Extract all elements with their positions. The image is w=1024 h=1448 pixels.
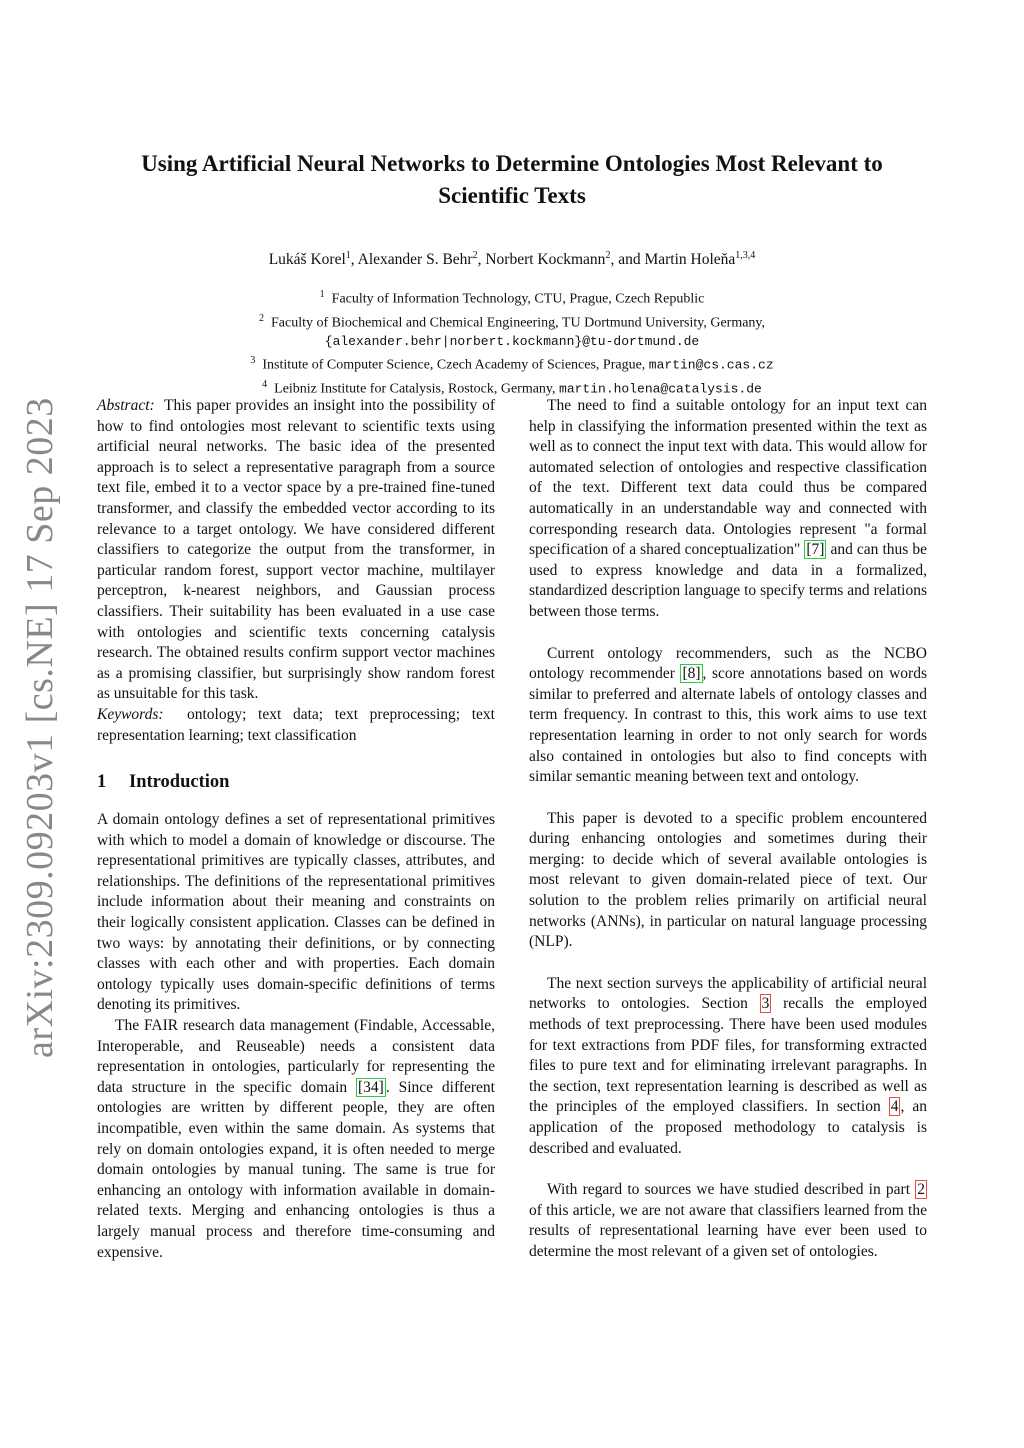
arxiv-watermark: arXiv:2309.09203v1 [cs.NE] 17 Sep 2023: [19, 397, 61, 1058]
affiliations: [100, 285, 924, 399]
citation-link[interactable]: [7]: [806, 541, 825, 559]
affiliation-3: $^3$ Institute of Computer Science, Czech Academy of Sciences, Prague, martin@cs.cas.cz: [250, 355, 774, 373]
section-ref-link[interactable]: 3: [761, 995, 770, 1013]
author-name: Lukáš Korel: [268, 251, 346, 269]
email-link[interactable]: {alexander.behr|norbert.kockmann}@tu-dortmund.de: [324, 334, 700, 350]
abstract: [97, 396, 495, 705]
affiliation-1: $^1$ Faculty of Information Technology, CTU, Prague, Czech Republic: [319, 289, 705, 307]
author-name: Norbert Kockmann: [485, 251, 606, 269]
affiliation-2-email: [100, 332, 924, 351]
section-title: Introduction: [129, 772, 230, 793]
abstract-label: Abstract:: [97, 397, 155, 414]
keywords-label: Keywords:: [97, 705, 164, 723]
author-sup: 2: [605, 250, 611, 261]
author-name: Martin Holeňa: [644, 251, 736, 269]
abstract-text: This paper provides an insight into the possibility of how to find ontologies most relevant to scientific texts using artificial neural networks. The basic idea of the presented approach is to select a representative paragraph from a source text file, embed it to a vector space by a pre-trained fine-tuned transformer, and classify the embedded vector according to its relevance to a target ontology. We have considered different classifiers to categorize the output from the transformer, in particular random forest, support vector machine, multilayer perceptron, k-nearest neighbors, and Gaussian process classifiers. Their suitability has been evaluated in a use case with ontologies and scientific texts concerning catalysis research. The obtained results confirm support vector machines as a promising classifier, but surprisingly show random forest as unsuitable for this task.: [97, 397, 495, 703]
keywords-text: ontology; text data; text preprocessing; text representation learning; text classification: [97, 705, 495, 744]
section-ref-link[interactable]: 2: [917, 1181, 925, 1199]
author-sup: 1,3,4: [735, 250, 756, 261]
author-sup: 2: [472, 250, 478, 261]
citation-link[interactable]: [8]: [682, 665, 701, 683]
right-column: [529, 396, 927, 1263]
email-link[interactable]: martin@cs.cas.cz: [648, 357, 774, 373]
email-link[interactable]: martin.holena@catalysis.de: [559, 381, 762, 397]
right-paragraph-1: The need to find a suitable ontology for an input text can help in classifying the information presented within the text as well as to connect the input text with data. This would allow for automated selection of ontologies and respective classification of the text. Different text data could thus be compared automatically in an understandable way and connected with corresponding research data. Ontologies represent "a formal specification of a shared conceptualization" [7] and can thus be used to express knowledge and data in a formalized, standardized description language to specify terms and relations between those terms.: [529, 397, 927, 620]
right-paragraph-2: Current ontology recommenders, such as the NCBO ontology recommender [8] , score annotations based on words similar to preferred and alternate labels of ontology classes and term frequency. In contrast to this, this work aims to use text representation learning in order to not only search for words also contained in ontologies but also to find concepts with similar semantic meaning between text and ontology.: [529, 644, 928, 786]
author-name: Alexander S. Behr: [357, 251, 473, 269]
right-paragraph-3: This paper is devoted to a specific problem encountered during enhancing ontologies and sometimes during their merging: to decide which of several available ontologies is most relevant to given domain-related piece of text. Our solution to the problem relies primarily on artificial neural networks (ANNs), in particular on natural language processing (NLP).: [529, 809, 927, 951]
section-ref-link[interactable]: 4: [890, 1098, 899, 1116]
intro-paragraph-1: A domain ontology defines a set of representational primitives with which to model a domain of knowledge or discourse. The representational primitives are typically classes, attributes, and relationships. The definitions of the representational primitives include information about their meaning and constraints on their logically consistent application. Classes can be defined in two ways: by annotating their definitions, or by connecting classes with each other and with properties. Each domain ontology typically uses domain-specific definitions of terms denoting its primitives.: [97, 811, 495, 1014]
citation-link[interactable]: [34]: [358, 1078, 384, 1096]
left-column: [97, 396, 495, 1263]
section-heading: [97, 770, 495, 794]
keywords: [97, 705, 495, 746]
author-list: Lukáš Korel$^1$, Alexander S. Behr$^2$, Norbert Kockmann$^2$, and Martin Holeňa$^{1,3,4}$: [268, 250, 756, 269]
paper-title: Using Artificial Neural Networks to Determine Ontologies Most Relevant to Scientific Texts: [141, 151, 883, 208]
right-paragraph-5: With regard to sources we have studied described in part 2 of this article, we are not aware that classifiers learned from the results of representational learning have ever been used to determine the most relevant of a given set of ontologies.: [529, 1181, 927, 1260]
intro-paragraph-2: The FAIR research data management (Findable, Accessable, Interoperable, and Reuseable) needs a consistent data representation in ontologies, particularly for representing the data structure in the specific domain [34] . Since different ontologies are written by different people, they are often incompatible, even within the same domain. As systems that rely on domain ontologies expand, it is often needed to merge domain ontologies by manual tuning. The same is true for enhancing an ontology with information available in domain-related texts. Merging and enhancing ontologies is thus a largely manual process and therefore time-consuming and expensive.: [97, 1017, 495, 1261]
affiliation-2: $^2$ Faculty of Biochemical and Chemical Engineering, TU Dortmund University, Germany,: [258, 312, 766, 331]
affiliation-4: $^4$ Leibniz Institute for Catalysis, Rostock, Germany, martin.holena@catalysis.de: [262, 378, 762, 397]
section-number: 1: [97, 772, 107, 793]
right-paragraph-4: The next section surveys the applicability of artificial neural networks to ontologies. Section 3 recalls the employed methods of text preprocessing. There have been used modules for text extractions from PDF files, for transforming extracted files to pure text and for eliminating irrelevant paragraphs. In the section, text representation learning is described as well as the principles of the employed classifiers. In section 4 , an application of the proposed methodology to catalysis is described and evaluated.: [529, 974, 927, 1157]
author-sup: 1: [345, 250, 351, 261]
